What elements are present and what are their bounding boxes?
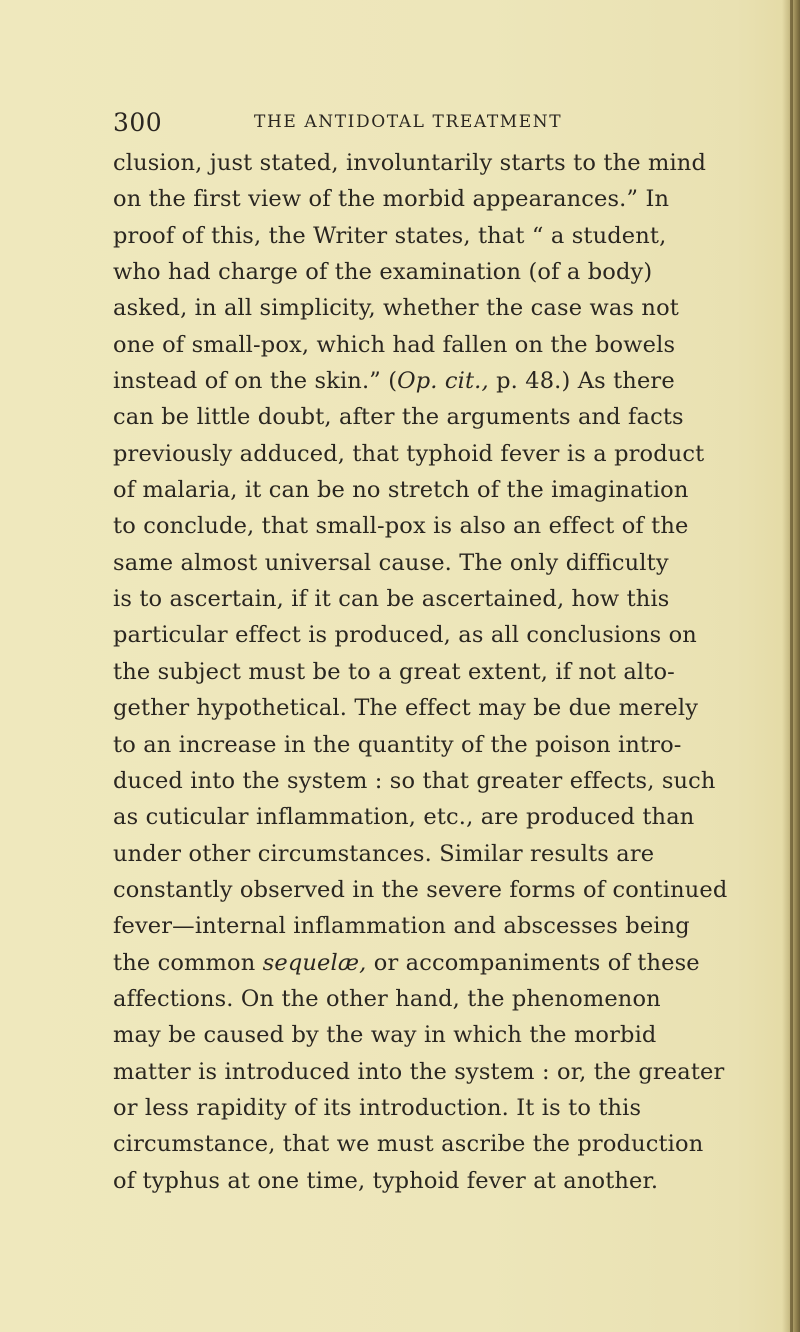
running-head: THE ANTIDOTAL TREATMENT bbox=[254, 112, 563, 132]
text-line: matter is introduced into the system : or, the greater bbox=[113, 1058, 725, 1085]
text-line: proof of this, the Writer states, that “ a student, bbox=[113, 222, 667, 249]
text-line: is to ascertain, if it can be ascertained, how this bbox=[113, 586, 670, 613]
text-line: under other circumstances. Similar results are bbox=[113, 840, 655, 867]
italic-citation: Op. cit., bbox=[397, 368, 489, 395]
text-segment: or accompaniments of these bbox=[366, 949, 700, 976]
text-line: or less rapidity of its introduction. It is to this bbox=[113, 1094, 642, 1121]
text-line bbox=[113, 363, 800, 399]
text-line: on the first view of the morbid appearances.” In bbox=[113, 186, 670, 213]
text-line: gether hypothetical. The effect may be due merely bbox=[113, 695, 699, 722]
text-line: constantly observed in the severe forms of continued bbox=[113, 876, 728, 903]
text-line: particular effect is produced, as all conclusions on bbox=[113, 622, 697, 649]
text-line: same almost universal cause. The only difficulty bbox=[113, 549, 669, 576]
body-text bbox=[113, 145, 800, 1199]
text-line: can be little doubt, after the arguments and facts bbox=[113, 404, 684, 431]
text-line: the subject must be to a great extent, if not alto- bbox=[113, 658, 675, 685]
text-line: who had charge of the examination (of a body) bbox=[113, 259, 653, 286]
page-number: 300 bbox=[113, 108, 163, 137]
text-line: circumstance, that we must ascribe the production bbox=[113, 1131, 704, 1158]
text-line: of malaria, it can be no stretch of the imagination bbox=[113, 477, 689, 504]
text-line: previously adduced, that typhoid fever is a product bbox=[113, 440, 705, 467]
page-header bbox=[113, 108, 773, 138]
text-line: may be caused by the way in which the morbid bbox=[113, 1022, 657, 1049]
text-line: of typhus at one time, typhoid fever at another. bbox=[113, 1167, 659, 1194]
text-line: affections. On the other hand, the phenomenon bbox=[113, 985, 661, 1012]
text-segment: the common bbox=[113, 949, 263, 976]
text-line: to conclude, that small-pox is also an effect of the bbox=[113, 513, 689, 540]
italic-term: sequelæ, bbox=[262, 949, 367, 976]
text-line: clusion, just stated, involuntarily starts to the mind bbox=[113, 150, 707, 176]
text-line: fever—internal inflammation and abscesses being bbox=[113, 913, 690, 940]
text-line bbox=[113, 945, 800, 981]
text-line: asked, in all simplicity, whether the case was not bbox=[113, 295, 679, 322]
text-line: as cuticular inflammation, etc., are produced than bbox=[113, 804, 695, 831]
text-line: to an increase in the quantity of the poison intro- bbox=[113, 731, 682, 758]
text-line: duced into the system : so that greater effects, such bbox=[113, 767, 716, 794]
text-line: one of small-pox, which had fallen on the bowels bbox=[113, 331, 676, 358]
text-segment: p. 48.) As there bbox=[488, 368, 675, 395]
text-segment: instead of on the skin.” ( bbox=[113, 368, 398, 395]
